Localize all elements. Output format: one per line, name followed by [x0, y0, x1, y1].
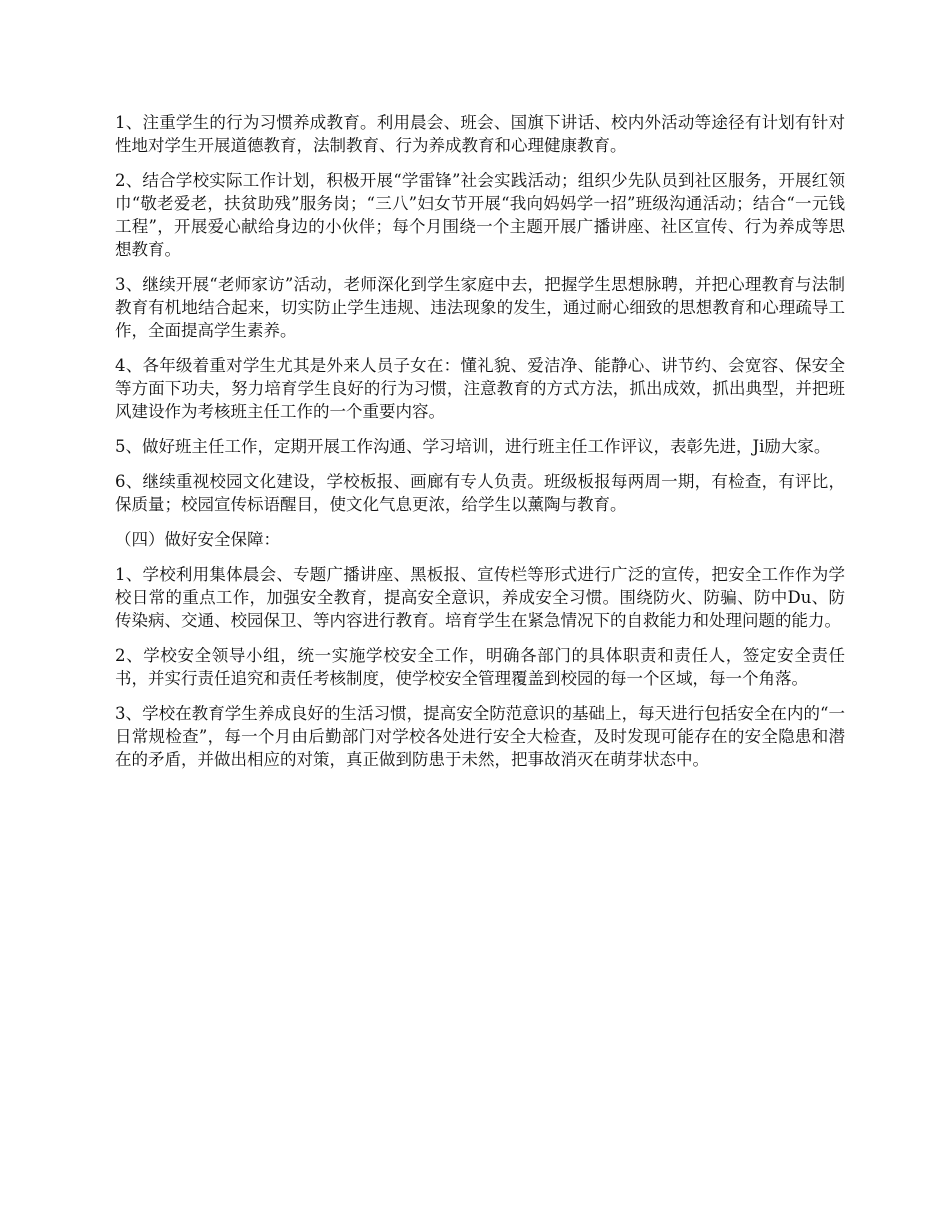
paragraph-moral-2: 2、结合学校实际工作计划，积极开展“学雷锋”社会实践活动；组织少先队员到社区服务，开展红领巾“敬老爱老，扶贫助残”服务岗；“三八”妇女节开展“我向妈妈学一招”班级沟通活动；结合“一元钱工程”，开展爱心献给身边的小伙伴；每个月围绕一个主题开展广播讲座、社区宣传、行为养成等思想教育。	[115, 171, 845, 259]
paragraph-safety-3: 3、学校在教育学生养成良好的生活习惯，提高安全防范意识的基础上，每天进行包括安全在内的“一日常规检查”，每一个月由后勤部门对学校各处进行安全大检查，及时发现可能存在的安全隐患和潜在的矛盾，并做出相应的对策，真正做到防患于未然，把事故消灭在萌芽状态中。	[115, 704, 845, 769]
paragraph-moral-3: 3、继续开展“老师家访”活动，老师深化到学生家庭中去，把握学生思想脉聘，并把心理教育与法制教育有机地结合起来，切实防止学生违规、违法现象的发生，通过耐心细致的思想教育和心理疏导工作，全面提高学生素养。	[115, 275, 845, 340]
section-heading-safety: （四）做好安全保障：	[115, 530, 280, 549]
document-body	[115, 111, 845, 783]
paragraph-moral-6: 6、继续重视校园文化建设，学校板报、画廊有专人负责。班级板报每两周一期，有检查，有评比，保质量；校园宣传标语醒目，使文化气息更浓，给学生以薰陶与教育。	[115, 472, 845, 514]
paragraph-safety-1: 1、学校利用集体晨会、专题广播讲座、黑板报、宣传栏等形式进行广泛的宣传，把安全工作作为学校日常的重点工作，加强安全教育，提高安全意识，养成安全习惯。围绕防火、防骗、防中Du、防传染病、交通、校园保卫、等内容进行教育。培育学生在紧急情况下的自救能力和处理问题的能力。	[115, 565, 845, 630]
paragraph-safety-2: 2、学校安全领导小组，统一实施学校安全工作，明确各部门的具体职责和责任人，签定安全责任书，并实行责任追究和责任考核制度，使学校安全管理覆盖到校园的每一个区域，每一个角落。	[115, 646, 845, 688]
paragraph-moral-5: 5、做好班主任工作，定期开展工作沟通、学习培训，进行班主任工作评议，表彰先进，Ji励大家。	[115, 437, 831, 456]
paragraph-moral-1: 1、注重学生的行为习惯养成教育。利用晨会、班会、国旗下讲话、校内外活动等途径有计划有针对性地对学生开展道德教育，法制教育、行为养成教育和心理健康教育。	[115, 113, 845, 155]
paragraph-moral-4: 4、各年级着重对学生尤其是外来人员子女在：懂礼貌、爱洁净、能静心、讲节约、会宽容、保安全等方面下功夫，努力培育学生良好的行为习惯，注意教育的方式方法，抓出成效，抓出典型，并把班风建设作为考核班主任工作的一个重要内容。	[115, 356, 845, 421]
